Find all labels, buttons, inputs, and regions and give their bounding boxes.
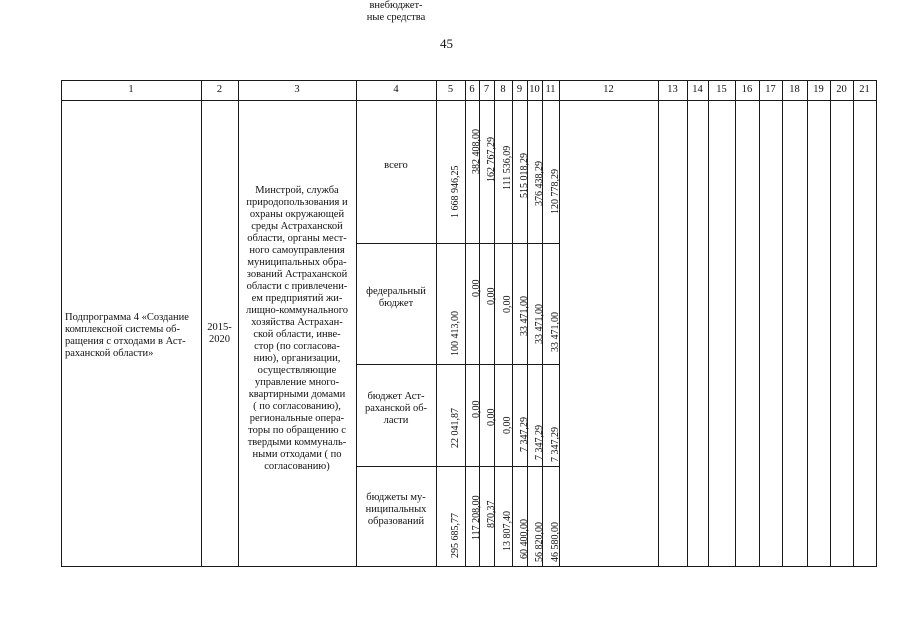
column-rule xyxy=(807,80,808,567)
column-header: 8 xyxy=(500,84,506,95)
program-period-line: 2020 xyxy=(209,334,230,345)
program-executors-line: среды Астраханской xyxy=(251,221,343,232)
table-border-bottom xyxy=(61,566,877,567)
program-executors-line: ем предприятий жи- xyxy=(251,293,343,304)
column-header: 20 xyxy=(836,84,847,95)
year-value: 13 807,40 xyxy=(502,511,513,551)
program-executors-line: природопользования и xyxy=(246,197,348,208)
program-executors-line: ного самоуправления xyxy=(249,245,345,256)
column-header: 17 xyxy=(765,84,776,95)
page-number: 45 xyxy=(440,36,453,51)
program-executors-line: области, органы мест- xyxy=(247,233,347,244)
year-value: 382 408,00 xyxy=(471,129,482,174)
funding-source-line: образований xyxy=(367,516,425,527)
year-value: 56 820,00 xyxy=(534,522,545,562)
column-header: 5 xyxy=(447,84,454,95)
column-rule xyxy=(782,80,783,567)
column-rule xyxy=(658,80,659,567)
column-header: 1 xyxy=(128,84,134,95)
column-rule xyxy=(830,80,831,567)
year-value: 0,00 xyxy=(486,408,497,426)
funding-source-line: бюджеты му- xyxy=(366,492,426,503)
column-header: 21 xyxy=(859,84,870,95)
funding-source-line: ниципальных xyxy=(365,504,427,515)
column-header: 11 xyxy=(545,84,556,95)
column-rule xyxy=(876,80,877,567)
column-rule xyxy=(708,80,709,567)
column-header: 15 xyxy=(716,84,727,95)
year-value: 7 347,29 xyxy=(534,425,545,460)
column-header: 7 xyxy=(483,84,490,95)
column-header: 3 xyxy=(294,84,300,95)
year-value: 7 347,29 xyxy=(550,427,561,462)
funding-source-line: ные средства xyxy=(366,12,426,23)
year-value: 7 347,29 xyxy=(519,417,530,452)
program-executors-line: квартирными домами xyxy=(248,389,346,400)
program-executors-line: ской области, инве- xyxy=(253,329,341,340)
program-name-line: раханской области» xyxy=(65,348,154,359)
year-value: 870,37 xyxy=(486,500,497,528)
year-value: 162 767,29 xyxy=(486,137,497,182)
program-executors xyxy=(240,185,354,473)
column-rule xyxy=(735,80,736,567)
year-value: 515 018,29 xyxy=(519,153,530,198)
program-executors-line: осуществляющие xyxy=(257,365,337,376)
year-value: 33 471,00 xyxy=(550,312,561,352)
year-value: 120 778,29 xyxy=(550,169,561,214)
row-total: 100 413,00 xyxy=(450,311,461,356)
row-total: 22 041,87 xyxy=(450,408,461,448)
program-name-line: комплексной системы об- xyxy=(65,324,180,335)
column-rule xyxy=(61,80,62,567)
program-executors-line: твердыми коммуналь- xyxy=(247,437,347,448)
column-rule xyxy=(853,80,854,567)
funding-source-line: бюджет Аст- xyxy=(367,391,425,402)
program-executors-line: хозяйства Астрахан- xyxy=(251,317,343,328)
column-header: 4 xyxy=(393,84,399,95)
funding-source-line: бюджет xyxy=(378,298,414,309)
funding-source-line: федеральный xyxy=(366,286,426,297)
column-rule xyxy=(436,80,437,567)
column-rule xyxy=(687,80,688,567)
program-executors-line: нию), организации, xyxy=(253,353,341,364)
program-period-line: 2015- xyxy=(207,322,232,333)
funding-source xyxy=(358,0,434,24)
column-header: 9 xyxy=(516,84,523,95)
column-header: 13 xyxy=(667,84,678,95)
column-rule xyxy=(238,80,239,567)
year-value: 60 400,00 xyxy=(519,519,530,559)
row-rule xyxy=(356,243,559,244)
year-value: 33 471,00 xyxy=(534,304,545,344)
program-executors-line: области с привлечени- xyxy=(246,281,348,292)
program-name-line: Подпрограмма 4 «Создание xyxy=(65,312,189,323)
funding-source-line: всего xyxy=(384,160,408,171)
program-period xyxy=(201,322,238,346)
program-executors-line: Минстрой, служба xyxy=(255,185,339,196)
program-executors-line: лищно-коммунального xyxy=(245,305,349,316)
program-executors-line: торы по обращению с xyxy=(248,425,346,436)
column-header: 18 xyxy=(789,84,800,95)
header-rule xyxy=(61,100,877,101)
program-executors-line: охраны окружающей xyxy=(249,209,345,220)
year-value: 0,00 xyxy=(486,287,497,305)
funding-source xyxy=(358,160,434,172)
year-value: 0,00 xyxy=(502,416,513,434)
column-header: 14 xyxy=(692,84,703,95)
column-header: 16 xyxy=(741,84,753,95)
funding-source-line: раханской об- xyxy=(364,403,428,414)
year-value: 33 471,00 xyxy=(519,296,530,336)
year-value: 0,00 xyxy=(471,279,482,297)
row-rule xyxy=(356,364,559,365)
funding-source xyxy=(358,286,434,310)
program-executors-line: зований Астраханской xyxy=(246,269,348,280)
program-executors-line: согласованию) xyxy=(264,461,330,472)
year-value: 111 536,09 xyxy=(502,145,513,190)
program-name-line: ращения с отходами в Аст- xyxy=(65,336,186,347)
column-header: 12 xyxy=(603,84,614,95)
column-header: 6 xyxy=(469,84,475,95)
year-value: 376 438,29 xyxy=(534,161,545,206)
year-value: 117 208,00 xyxy=(471,495,482,540)
funding-source xyxy=(358,391,434,427)
column-header: 19 xyxy=(813,84,824,95)
row-total: 1 668 946,25 xyxy=(450,165,461,218)
funding-source xyxy=(358,492,434,528)
funding-source-line: внебюджет- xyxy=(369,0,423,11)
funding-source-line: ласти xyxy=(383,415,409,426)
column-rule xyxy=(356,80,357,567)
year-value: 0,00 xyxy=(502,295,513,313)
program-executors-line: управление много- xyxy=(254,377,340,388)
row-total: 295 685,77 xyxy=(450,513,461,558)
column-rule xyxy=(759,80,760,567)
row-rule xyxy=(356,466,559,467)
year-value: 46 580,00 xyxy=(550,522,561,562)
column-rule xyxy=(465,80,466,567)
program-name xyxy=(65,312,199,360)
program-executors-line: региональные опера- xyxy=(249,413,345,424)
column-header: 10 xyxy=(529,84,540,95)
program-executors-line: ными отходами ( по xyxy=(252,449,342,460)
program-executors-line: ( по согласованию), xyxy=(253,401,341,412)
column-header: 2 xyxy=(216,84,223,95)
year-value: 0,00 xyxy=(471,400,482,418)
program-executors-line: стор (по согласова- xyxy=(254,341,340,352)
program-executors-line: муниципальных обра- xyxy=(247,257,347,268)
